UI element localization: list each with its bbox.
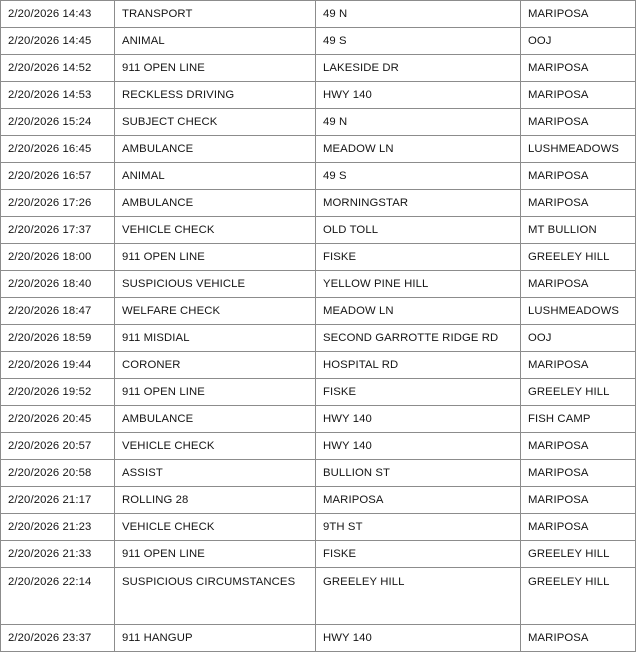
cell-area: MARIPOSA (521, 82, 636, 109)
cell-location: 49 S (316, 28, 521, 55)
cell-call-type: AMBULANCE (115, 406, 316, 433)
table-row (1, 136, 636, 163)
cell-area: GREELEY HILL (521, 244, 636, 271)
cell-location: MEADOW LN (316, 136, 521, 163)
cell-date-time: 2/20/2026 23:37 (1, 625, 115, 652)
cell-call-type: SUSPICIOUS VEHICLE (115, 271, 316, 298)
cell-date-time: 2/20/2026 20:45 (1, 406, 115, 433)
cell-date-time: 2/20/2026 16:45 (1, 136, 115, 163)
table-row (1, 163, 636, 190)
cell-date-time: 2/20/2026 18:47 (1, 298, 115, 325)
cell-date-time: 2/20/2026 21:33 (1, 541, 115, 568)
cell-call-type: VEHICLE CHECK (115, 514, 316, 541)
table-row (1, 82, 636, 109)
table-row (1, 325, 636, 352)
table-row (1, 514, 636, 541)
cell-location: OLD TOLL (316, 217, 521, 244)
cell-location: LAKESIDE DR (316, 55, 521, 82)
cell-call-type: ROLLING 28 (115, 487, 316, 514)
cell-call-type: 911 MISDIAL (115, 325, 316, 352)
cell-date-time: 2/20/2026 14:45 (1, 28, 115, 55)
cell-date-time: 2/20/2026 18:40 (1, 271, 115, 298)
cell-area: GREELEY HILL (521, 379, 636, 406)
cell-area: MT BULLION (521, 217, 636, 244)
cell-call-type: 911 OPEN LINE (115, 55, 316, 82)
cell-call-type: 911 OPEN LINE (115, 244, 316, 271)
cell-call-type: CORONER (115, 352, 316, 379)
cell-area: MARIPOSA (521, 433, 636, 460)
cell-call-type: 911 OPEN LINE (115, 541, 316, 568)
cell-area: MARIPOSA (521, 1, 636, 28)
cell-location: MARIPOSA (316, 487, 521, 514)
table-row (1, 352, 636, 379)
cell-area: FISH CAMP (521, 406, 636, 433)
cell-call-type: RECKLESS DRIVING (115, 82, 316, 109)
cell-location: BULLION ST (316, 460, 521, 487)
table-row (1, 406, 636, 433)
table-row (1, 460, 636, 487)
table-row (1, 55, 636, 82)
cell-area: GREELEY HILL (521, 541, 636, 568)
cell-area: GREELEY HILL (521, 568, 636, 625)
cell-location: 49 N (316, 1, 521, 28)
cell-date-time: 2/20/2026 14:52 (1, 55, 115, 82)
cell-area: OOJ (521, 325, 636, 352)
table-row (1, 28, 636, 55)
cell-area: OOJ (521, 28, 636, 55)
cell-location: HWY 140 (316, 82, 521, 109)
cell-call-type: 911 OPEN LINE (115, 379, 316, 406)
cell-date-time: 2/20/2026 21:23 (1, 514, 115, 541)
cell-date-time: 2/20/2026 16:57 (1, 163, 115, 190)
cell-location: FISKE (316, 541, 521, 568)
cell-location: FISKE (316, 244, 521, 271)
dispatch-log-body (1, 1, 636, 652)
cell-call-type: AMBULANCE (115, 190, 316, 217)
cell-date-time: 2/20/2026 21:17 (1, 487, 115, 514)
cell-date-time: 2/20/2026 14:43 (1, 1, 115, 28)
cell-date-time: 2/20/2026 19:44 (1, 352, 115, 379)
table-row (1, 487, 636, 514)
cell-area: LUSHMEADOWS (521, 298, 636, 325)
cell-call-type: ANIMAL (115, 163, 316, 190)
cell-location: 49 N (316, 109, 521, 136)
cell-area: MARIPOSA (521, 163, 636, 190)
cell-date-time: 2/20/2026 18:59 (1, 325, 115, 352)
cell-location: HOSPITAL RD (316, 352, 521, 379)
cell-date-time: 2/20/2026 22:14 (1, 568, 115, 625)
cell-call-type: 911 HANGUP (115, 625, 316, 652)
cell-location: MEADOW LN (316, 298, 521, 325)
table-row (1, 379, 636, 406)
cell-call-type: ANIMAL (115, 28, 316, 55)
cell-area: MARIPOSA (521, 514, 636, 541)
cell-date-time: 2/20/2026 14:53 (1, 82, 115, 109)
cell-area: MARIPOSA (521, 625, 636, 652)
cell-location: HWY 140 (316, 625, 521, 652)
cell-call-type: SUBJECT CHECK (115, 109, 316, 136)
table-row (1, 568, 636, 625)
cell-location: MORNINGSTAR (316, 190, 521, 217)
cell-call-type: AMBULANCE (115, 136, 316, 163)
cell-call-type: VEHICLE CHECK (115, 433, 316, 460)
cell-location: GREELEY HILL (316, 568, 521, 625)
cell-location: HWY 140 (316, 433, 521, 460)
cell-call-type: SUSPICIOUS CIRCUMSTANCES (115, 568, 316, 625)
table-row (1, 244, 636, 271)
cell-call-type: VEHICLE CHECK (115, 217, 316, 244)
table-row (1, 271, 636, 298)
cell-call-type: WELFARE CHECK (115, 298, 316, 325)
cell-location: YELLOW PINE HILL (316, 271, 521, 298)
cell-area: MARIPOSA (521, 352, 636, 379)
table-row (1, 109, 636, 136)
table-row (1, 217, 636, 244)
cell-location: SECOND GARROTTE RIDGE RD (316, 325, 521, 352)
cell-date-time: 2/20/2026 17:37 (1, 217, 115, 244)
cell-call-type: TRANSPORT (115, 1, 316, 28)
cell-area: MARIPOSA (521, 190, 636, 217)
table-row (1, 541, 636, 568)
cell-location: 9TH ST (316, 514, 521, 541)
table-row (1, 433, 636, 460)
table-row (1, 625, 636, 652)
cell-location: 49 S (316, 163, 521, 190)
cell-date-time: 2/20/2026 20:58 (1, 460, 115, 487)
cell-area: MARIPOSA (521, 487, 636, 514)
cell-call-type: ASSIST (115, 460, 316, 487)
cell-area: MARIPOSA (521, 55, 636, 82)
cell-date-time: 2/20/2026 17:26 (1, 190, 115, 217)
cell-date-time: 2/20/2026 15:24 (1, 109, 115, 136)
cell-date-time: 2/20/2026 19:52 (1, 379, 115, 406)
cell-area: MARIPOSA (521, 460, 636, 487)
cell-area: LUSHMEADOWS (521, 136, 636, 163)
cell-date-time: 2/20/2026 18:00 (1, 244, 115, 271)
table-row (1, 1, 636, 28)
cell-location: HWY 140 (316, 406, 521, 433)
table-row (1, 298, 636, 325)
table-row (1, 190, 636, 217)
cell-area: MARIPOSA (521, 271, 636, 298)
cell-date-time: 2/20/2026 20:57 (1, 433, 115, 460)
cell-area: MARIPOSA (521, 109, 636, 136)
cell-location: FISKE (316, 379, 521, 406)
